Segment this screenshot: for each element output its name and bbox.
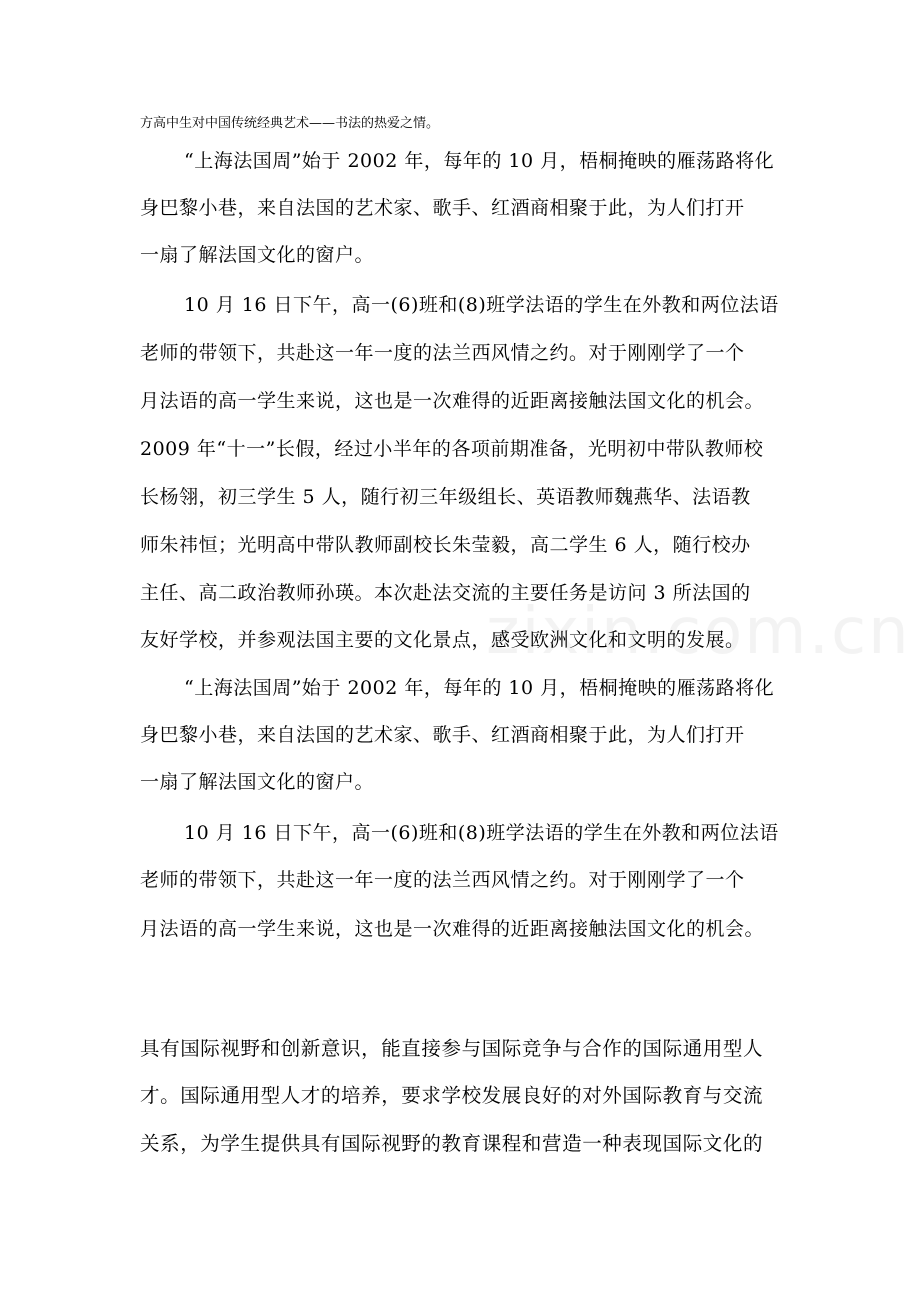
paragraph-line: 月法语的高一学生来说，这也是一次难得的近距离接触法国文化的机会。 — [140, 918, 765, 940]
sans-paragraph-line: 才。国际通用型人才的培养，要求学校发展良好的对外国际教育与交流 — [140, 1084, 764, 1107]
paragraph-line: 月法语的高一学生来说，这也是一次难得的近距离接触法国文化的机会。 — [140, 390, 765, 412]
paragraph-line: 师朱祎恒；光明高中带队教师副校长朱莹毅，高二学生 6 人，随行校办 — [140, 534, 751, 556]
paragraph-line: 长杨翎，初三学生 5 人，随行初三年级组长、英语教师魏燕华、法语教 — [140, 486, 751, 508]
paragraph-line: 10 月 16 日下午，高一(6)班和(8)班学法语的学生在外教和两位法语 — [184, 822, 779, 844]
paragraph-line: 主任、高二政治教师孙瑛。本次赴法交流的主要任务是访问 3 所法国的 — [140, 582, 751, 604]
sans-paragraph-line: 关系，为学生提供具有国际视野的教育课程和营造一种表现国际文化的 — [140, 1132, 764, 1155]
paragraph-line: 2009 年“十一”长假，经过小半年的各项前期准备，光明初中带队教师校 — [140, 438, 764, 460]
watermark-text — [486, 600, 911, 664]
paragraph-line: 老师的带领下，共赴这一年一度的法兰西风情之约。对于刚刚学了一个 — [140, 342, 745, 364]
paragraph-line: 一扇了解法国文化的窗户。 — [140, 244, 375, 266]
paragraph-line: 老师的带领下，共赴这一年一度的法兰西风情之约。对于刚刚学了一个 — [140, 869, 745, 891]
paragraph-line: “上海法国周”始于 2002 年，每年的 10 月，梧桐掩映的雁荡路将化 — [184, 677, 775, 699]
paragraph-line: 身巴黎小巷，来自法国的艺术家、歌手、红酒商相聚于此，为人们打开 — [140, 197, 745, 219]
paragraph-line: 10 月 16 日下午，高一(6)班和(8)班学法语的学生在外教和两位法语 — [184, 294, 779, 316]
paragraph-line: 身巴黎小巷，来自法国的艺术家、歌手、红酒商相聚于此，为人们打开 — [140, 724, 745, 746]
paragraph-line: 友好学校，并参观法国主要的文化景点，感受欧洲文化和文明的发展。 — [140, 629, 745, 651]
paragraph-line: 一扇了解法国文化的窗户。 — [140, 771, 375, 793]
paragraph-line: “上海法国周”始于 2002 年，每年的 10 月，梧桐掩映的雁荡路将化 — [184, 150, 775, 172]
top-fragment-text: 方高中生对中国传统经典艺术——书法的热爱之情。 — [140, 116, 440, 131]
sans-paragraph-line: 具有国际视野和创新意识，能直接参与国际竞争与合作的国际通用型人 — [140, 1037, 764, 1060]
